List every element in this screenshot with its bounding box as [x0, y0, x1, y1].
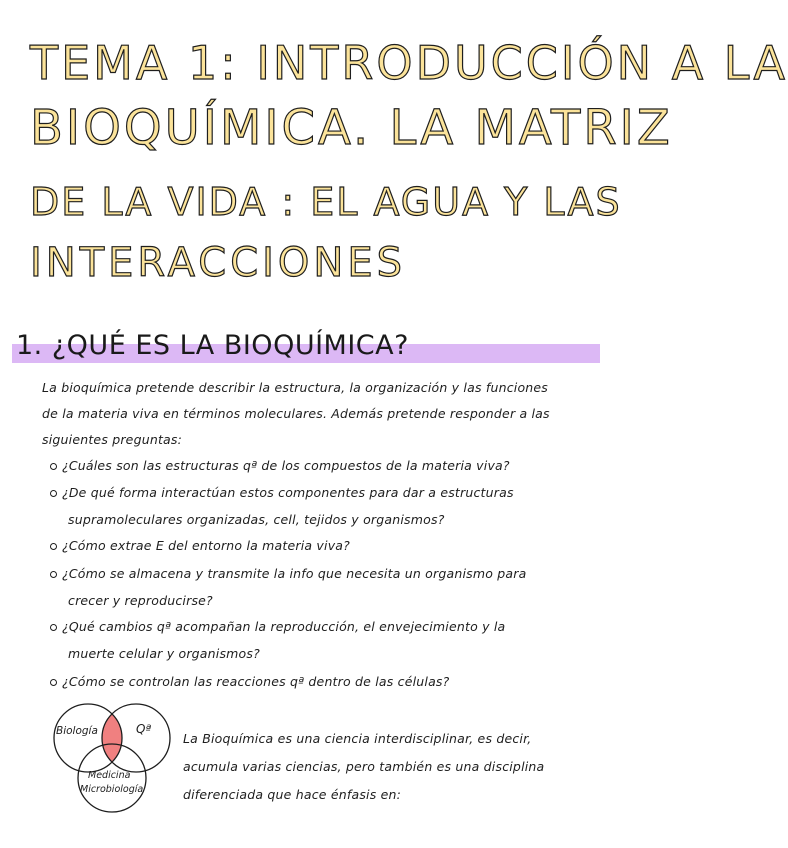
question-line: ¿De qué forma interactúan estos componentes para dar a estructuras — [62, 485, 514, 500]
bullet-icon — [50, 571, 57, 578]
bullet-icon — [50, 624, 57, 631]
intro-line-1: La bioquímica pretende describir la estructura, la organización y las funciones — [42, 380, 549, 395]
question-line: crecer y reproducirse? — [68, 593, 213, 608]
intro-line-2: de la materia viva en términos moleculares. Además pretende responder a las — [42, 406, 550, 421]
bullet-icon — [50, 463, 57, 470]
question-line: ¿Cómo se almacena y transmite la info que necesita un organismo para — [62, 566, 527, 581]
question-line: ¿Cuáles son las estructuras qª de los compuestos de la materia viva? — [62, 458, 510, 473]
venn-label-right: Qª — [136, 722, 152, 736]
section-heading: 1. ¿QUÉ ES LA BIOQUÍMICA? — [16, 330, 409, 361]
question-line: muerte celular y organismos? — [68, 646, 260, 661]
question-line: supramoleculares organizadas, cell, tejidos y organismos? — [68, 512, 445, 527]
bullet-icon — [50, 679, 57, 686]
intro-line-3: siguientes preguntas: — [42, 432, 183, 447]
question-line: ¿Qué cambios qª acompañan la reproducción, el envejecimiento y la — [62, 619, 506, 634]
bullet-icon — [50, 490, 57, 497]
bullet-icon — [50, 543, 57, 550]
title-line-1: TEMA 1: INTRODUCCIÓN A LA — [30, 36, 788, 90]
closing-line-3: diferenciada que hace énfasis en: — [183, 787, 402, 802]
question-line: ¿Cómo extrae E del entorno la materia viva? — [62, 538, 350, 553]
venn-label-bottom-1: Medicina — [88, 770, 131, 781]
title-line-2: BIOQUÍMICA. LA MATRIZ — [30, 100, 673, 156]
venn-label-left: Biología — [56, 725, 98, 737]
closing-line-1: La Bioquímica es una ciencia interdisciplinar, es decir, — [183, 731, 532, 746]
closing-line-2: acumula varias ciencias, pero también es una disciplina — [183, 759, 545, 774]
venn-circles — [40, 700, 180, 812]
venn-label-bottom-2: Microbiología — [80, 784, 144, 795]
title-line-4: INTERACCIONES — [30, 240, 406, 286]
question-line: ¿Cómo se controlan las reacciones qª dentro de las células? — [62, 674, 450, 689]
title-line-3: DE LA VIDA : EL AGUA Y LAS — [30, 180, 622, 224]
venn-diagram — [40, 700, 180, 812]
